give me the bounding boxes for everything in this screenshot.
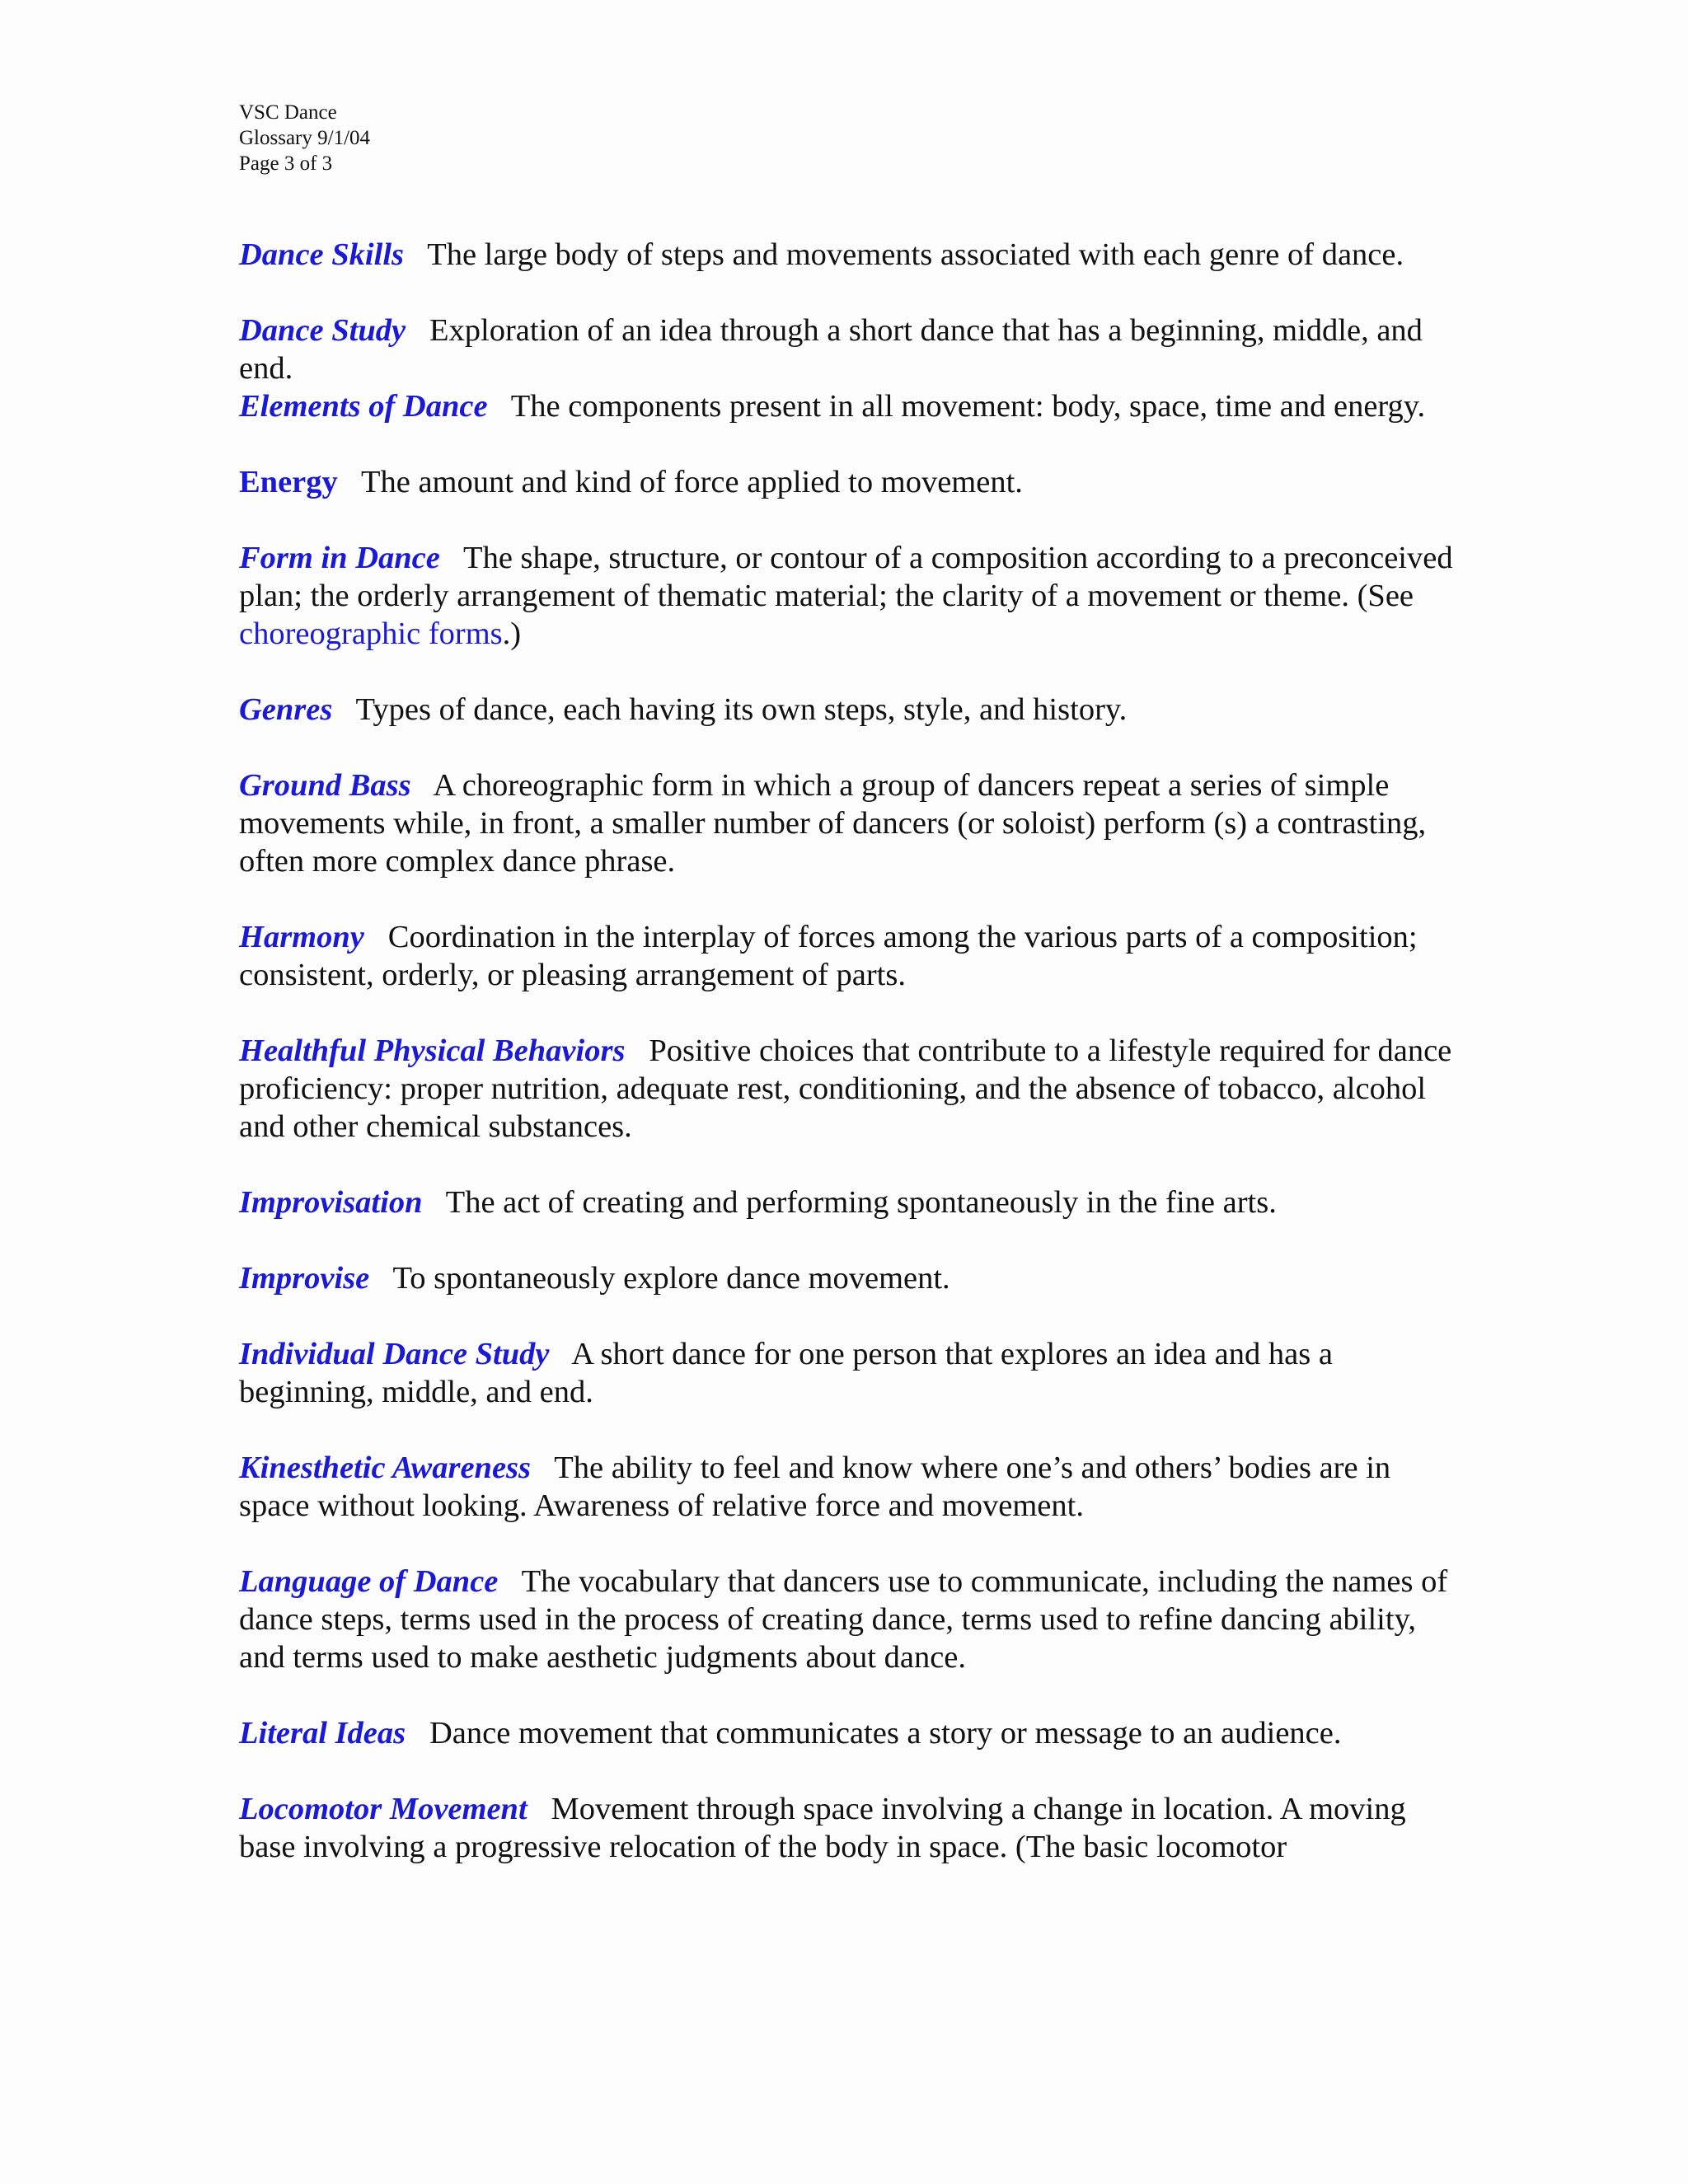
choreographic-forms-link[interactable]: choreographic forms [239,616,503,651]
glossary-term: Genres [239,692,333,727]
glossary-definition: The large body of steps and movements associated with each genre of dance. [427,237,1404,272]
glossary-term: Harmony [239,920,364,954]
glossary-term: Elements of Dance [239,389,488,424]
glossary-entry-dance-study [239,312,1459,387]
header-glossary-date: Glossary 9/1/04 [239,127,371,149]
glossary-term: Improvisation [239,1185,423,1220]
glossary-entry-improvise [239,1259,1459,1297]
glossary-definition: Positive choices that contribute to a lifestyle required for dance proficiency: proper nutrition, adequate rest, conditioning, and the absence of tobacco, alcohol and other chemical substances. [239,1033,1452,1144]
glossary-term: Ground Bass [239,768,411,803]
glossary-term: Energy [239,465,338,499]
glossary-definition: The shape, structure, or contour of a composition according to a preconceived plan; the orderly arrangement of thematic material; the clarity of a movement or theme. (See [239,541,1453,613]
glossary-term: Literal Ideas [239,1716,406,1750]
header-course: VSC Dance [239,101,337,124]
page-header [239,100,370,176]
glossary-term: Dance Skills [239,237,405,272]
glossary-entry-healthful-physical-behaviors [239,1032,1459,1146]
glossary-definition: The components present in all movement: body, space, time and energy. [510,389,1426,424]
glossary-entry-individual-dance-study [239,1335,1459,1411]
glossary-entry-language-of-dance [239,1563,1459,1676]
glossary-term: Kinesthetic Awareness [239,1451,532,1485]
glossary-definition-end: .) [502,616,522,651]
glossary-entry-ground-bass [239,766,1459,880]
glossary-list [239,236,1459,1904]
glossary-entry-dance-skills [239,236,1459,274]
glossary-entry-kinesthetic-awareness [239,1449,1459,1525]
glossary-entry-literal-ideas [239,1714,1459,1752]
glossary-term: Dance Study [239,313,406,348]
glossary-definition: The vocabulary that dancers use to communicate, including the names of dance steps, terms used in the process of creating dance, terms used to refine dancing ability, and terms used to make aesthetic judgments about dance. [239,1564,1448,1675]
glossary-definition: Coordination in the interplay of forces among the various parts of a composition; consistent, orderly, or pleasing arrangement of parts. [239,920,1418,992]
glossary-term: Improvise [239,1261,370,1296]
glossary-entry-locomotor-movement [239,1790,1459,1866]
glossary-definition: Movement through space involving a change in location. A moving base involving a progressive relocation of the body in space. (The basic locomotor [239,1792,1406,1864]
glossary-term: Healthful Physical Behaviors [239,1033,626,1068]
glossary-definition: The amount and kind of force applied to movement. [360,465,1023,499]
header-page-number: Page 3 of 3 [239,152,333,175]
glossary-definition: The ability to feel and know where one’s and others’ bodies are in space without looking. Awareness of relative force and movement. [239,1451,1391,1523]
glossary-term: Language of Dance [239,1564,499,1599]
glossary-term: Individual Dance Study [239,1337,550,1371]
glossary-definition: A choreographic form in which a group of dancers repeat a series of simple movements while, in front, a smaller number of dancers (or soloist) perform (s) a contrasting, often more complex dance phrase. [239,768,1427,879]
glossary-entry-improvisation [239,1183,1459,1221]
glossary-term: Form in Dance [239,541,440,575]
glossary-entry-harmony [239,918,1459,994]
glossary-term: Locomotor Movement [239,1792,528,1826]
glossary-definition: Exploration of an idea through a short dance that has a beginning, middle, and end. [239,313,1423,386]
glossary-entry-genres [239,691,1459,729]
glossary-definition: A short dance for one person that explores an idea and has a beginning, middle, and end. [239,1337,1333,1409]
glossary-definition: To spontaneously explore dance movement. [392,1261,950,1296]
glossary-definition: Dance movement that communicates a story or message to an audience. [429,1716,1342,1750]
glossary-entry-elements-of-dance [239,387,1459,425]
glossary-entry-form-in-dance [239,539,1459,653]
glossary-entry-energy [239,463,1459,501]
glossary-definition: Types of dance, each having its own steps, style, and history. [355,692,1128,727]
glossary-definition: The act of creating and performing spontaneously in the fine arts. [445,1185,1277,1220]
